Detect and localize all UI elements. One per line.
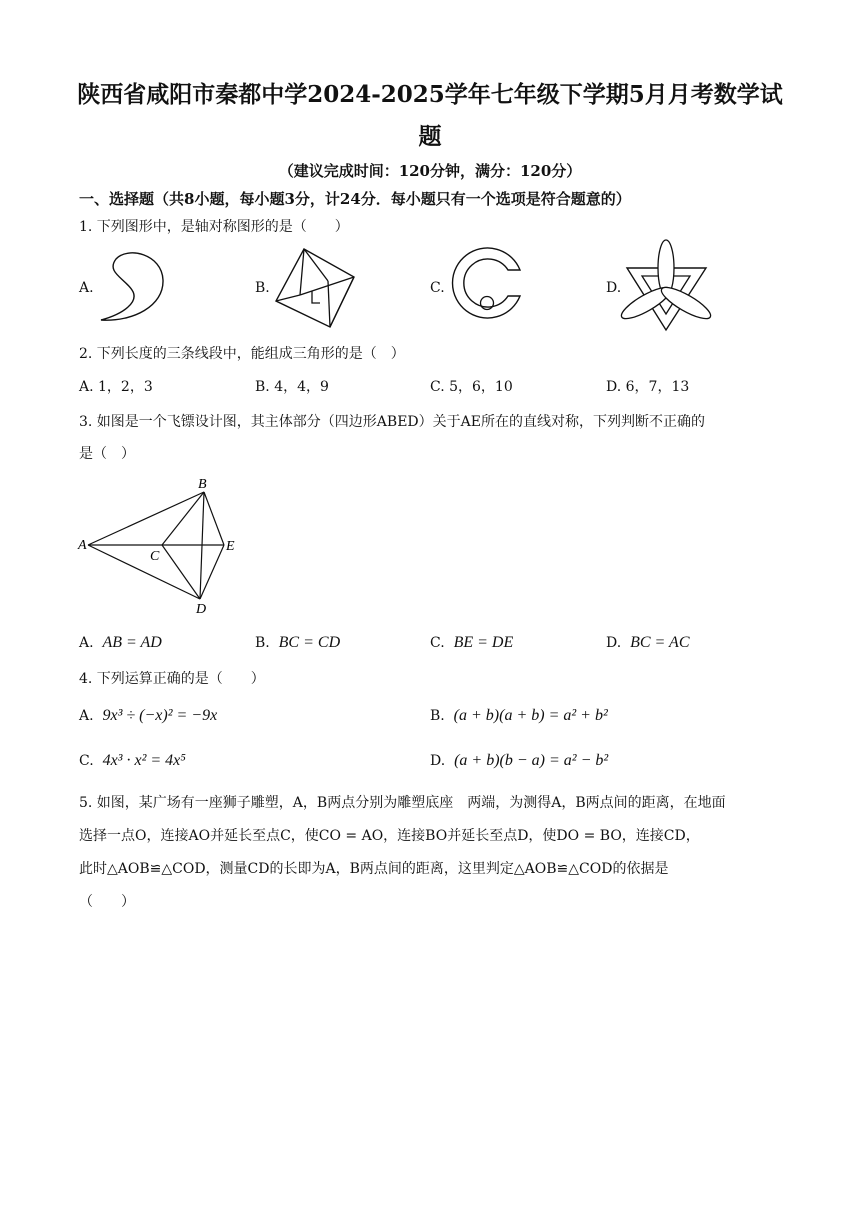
question-4-option-b — [430, 707, 608, 725]
q1-figure-b-pinwheel-square — [272, 247, 357, 329]
exam-subtitle: （建议完成时间：120分钟，满分：120分） — [278, 162, 582, 180]
question-1-option-c-label: C. — [430, 280, 445, 296]
question-1-option-a-label: A. — [79, 280, 94, 296]
question-2-option-b: B. 4，4，9 — [255, 379, 329, 395]
q1-figure-d-triangle-petals — [624, 238, 709, 333]
q3-dart-figure — [78, 474, 248, 619]
exam-title-line2: 题 — [418, 123, 442, 150]
question-4-option-d — [430, 752, 608, 770]
question-3-option-c-math: BE = DE — [453, 634, 514, 651]
question-3-option-c — [430, 634, 513, 652]
q3-label-e: E — [226, 539, 235, 554]
question-2-option-c: C. 5，6，10 — [430, 379, 513, 395]
question-5-line4: （ ） — [79, 894, 135, 910]
q3-label-d: D — [196, 602, 207, 617]
question-2-option-d: D. 6，7，13 — [606, 379, 690, 395]
question-5-line2: 选择一点O，连接AO并延长至点C，使CO = AO，连接BO并延长至点D，使DO = BO，连接CD， — [79, 828, 700, 844]
question-4-option-d-math: (a + b)(b − a) = a² − b² — [454, 752, 609, 769]
question-4-option-a-label: A. — [79, 708, 94, 724]
section-heading-multiple-choice: 一、选择题（共8小题，每小题3分，计24分．每小题只有一个选项是符合题意的） — [79, 190, 631, 208]
question-2-stem: 2. 下列长度的三条线段中，能组成三角形的是（ ） — [79, 346, 405, 362]
q3-label-b: B — [198, 477, 207, 492]
question-4-option-b-math: (a + b)(a + b) = a² + b² — [453, 707, 608, 724]
question-3-option-d-math: BC = AC — [630, 634, 690, 651]
question-3-option-d-label: D. — [606, 635, 622, 651]
question-3-stem-line2: 是（ ） — [79, 446, 135, 462]
question-3-option-a-math: AB = AD — [102, 634, 162, 651]
question-4-option-d-label: D. — [430, 753, 446, 769]
question-5-line3: 此时△AOB≌△COD，测量CD的长即为A，B两点间的距离，这里判定△AOB≌△COD的依据是 — [79, 861, 669, 877]
question-4-option-c — [79, 752, 186, 770]
question-4-option-c-label: C. — [79, 753, 94, 769]
question-4-option-b-label: B. — [430, 708, 445, 724]
question-4-stem: 4. 下列运算正确的是（ ） — [79, 671, 265, 687]
q3-label-a: A — [78, 538, 87, 553]
question-3-option-b — [255, 634, 340, 652]
question-3-option-a — [79, 634, 162, 652]
question-3-stem-line1: 3. 如图是一个飞镖设计图，其主体部分（四边形ABED）关于AE所在的直线对称，下列判断不正确的 — [79, 414, 705, 430]
q1-figure-c-ring-letter — [450, 248, 525, 323]
question-4-option-a — [79, 707, 217, 725]
question-4-option-c-math: 4x³ · x² = 4x⁵ — [102, 752, 186, 769]
question-5-line1: 5. 如图，某广场有一座狮子雕塑，A，B两点分别为雕塑底座 两端，为测得A，B两点间的距离，在地面 — [79, 795, 726, 811]
question-4-option-a-math: 9x³ ÷ (−x)² = −9x — [102, 707, 218, 724]
question-3-option-d — [606, 634, 690, 652]
question-2-option-a: A. 1，2，3 — [79, 379, 153, 395]
question-3-option-b-math: BC = CD — [278, 634, 341, 651]
question-1-option-b-label: B. — [255, 280, 270, 296]
q1-figure-a-comma-shape — [98, 250, 168, 325]
question-1-option-d-label: D. — [606, 280, 622, 296]
question-3-option-c-label: C. — [430, 635, 445, 651]
question-3-option-b-label: B. — [255, 635, 270, 651]
exam-title-line1: 陕西省咸阳市秦都中学2024-2025学年七年级下学期5月月考数学试 — [77, 81, 783, 108]
question-3-option-a-label: A. — [79, 635, 94, 651]
q3-label-c: C — [150, 549, 160, 564]
question-1-stem: 1. 下列图形中，是轴对称图形的是（ ） — [79, 219, 349, 235]
